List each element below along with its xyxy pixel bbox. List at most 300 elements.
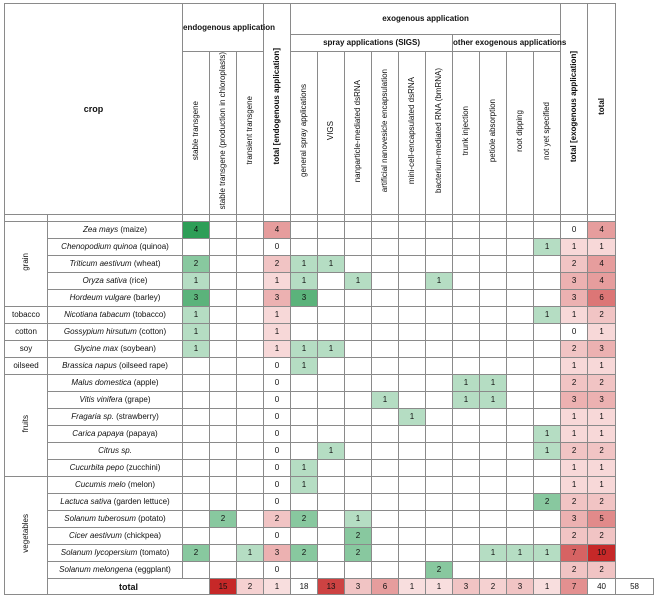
table-cell: 2 xyxy=(561,375,588,392)
table-cell xyxy=(210,256,237,273)
table-cell: 1 xyxy=(345,273,372,290)
table-cell: 1 xyxy=(534,443,561,460)
endogenous-header: endogenous application xyxy=(183,4,264,52)
table-cell xyxy=(291,324,318,341)
table-cell: 2 xyxy=(345,528,372,545)
table-cell xyxy=(453,341,480,358)
table-cell xyxy=(453,358,480,375)
crop-name xyxy=(48,528,183,545)
table-row xyxy=(5,511,654,528)
table-cell: 0 xyxy=(264,562,291,579)
table-cell xyxy=(237,528,264,545)
total-cell: 3 xyxy=(345,579,372,595)
table-cell xyxy=(426,409,453,426)
table-cell: 1 xyxy=(264,273,291,290)
crop-common-name: (tobacco) xyxy=(132,310,166,320)
table-cell xyxy=(480,307,507,324)
table-cell: 1 xyxy=(588,477,616,494)
table-cell xyxy=(345,562,372,579)
col-header-chloroplast-transgene: stable transgene (production in chloroplasts) xyxy=(210,52,237,215)
table-cell xyxy=(291,239,318,256)
table-cell xyxy=(372,324,399,341)
crop-common-name: (papaya) xyxy=(126,429,158,439)
table-cell: 3 xyxy=(561,290,588,307)
crop-name xyxy=(48,409,183,426)
table-cell xyxy=(480,460,507,477)
table-cell xyxy=(372,426,399,443)
table-cell xyxy=(183,409,210,426)
table-cell xyxy=(399,460,426,477)
table-cell: 1 xyxy=(561,460,588,477)
table-cell xyxy=(480,341,507,358)
table-cell: 10 xyxy=(588,545,616,562)
table-cell xyxy=(426,256,453,273)
table-cell: 5 xyxy=(588,511,616,528)
table-cell xyxy=(534,511,561,528)
table-row xyxy=(5,477,654,494)
table-cell xyxy=(453,562,480,579)
table-cell xyxy=(453,239,480,256)
table-cell xyxy=(345,460,372,477)
table-cell: 0 xyxy=(264,477,291,494)
col-header-vigs: VIGS xyxy=(318,52,345,215)
crop-name xyxy=(48,358,183,375)
table-cell xyxy=(237,273,264,290)
crop-scientific-name: Chenopodium quinoa xyxy=(61,242,138,252)
table-cell xyxy=(453,443,480,460)
table-cell xyxy=(372,358,399,375)
table-cell xyxy=(507,528,534,545)
table-cell: 1 xyxy=(561,426,588,443)
table-cell: 2 xyxy=(588,528,616,545)
table-cell: 1 xyxy=(561,239,588,256)
table-cell xyxy=(507,324,534,341)
table-cell xyxy=(237,392,264,409)
crop-scientific-name: Carica papaya xyxy=(72,429,124,439)
table-cell: 1 xyxy=(318,256,345,273)
table-cell xyxy=(237,256,264,273)
table-cell xyxy=(399,324,426,341)
table-cell xyxy=(318,477,345,494)
crop-name xyxy=(48,426,183,443)
table-cell: 1 xyxy=(183,273,210,290)
crop-common-name: (eggplant) xyxy=(134,565,171,575)
table-cell xyxy=(318,273,345,290)
table-cell xyxy=(534,392,561,409)
table-cell xyxy=(426,494,453,511)
table-cell xyxy=(453,324,480,341)
table-cell xyxy=(183,375,210,392)
table-cell xyxy=(399,222,426,239)
table-cell: 1 xyxy=(480,545,507,562)
table-cell: 2 xyxy=(561,562,588,579)
crop-name xyxy=(48,545,183,562)
table-cell xyxy=(426,443,453,460)
table-cell xyxy=(210,443,237,460)
table-cell: 2 xyxy=(291,511,318,528)
table-cell: 2 xyxy=(345,545,372,562)
table-cell xyxy=(210,426,237,443)
col-header-total-endogenous: total [endogenous application] xyxy=(264,4,291,215)
table-cell xyxy=(399,273,426,290)
table-cell xyxy=(507,375,534,392)
category-label: tobacco xyxy=(5,307,48,324)
crop-name xyxy=(48,307,183,324)
total-cell: 15 xyxy=(210,579,237,595)
col-header-minicell-dsrna: mini-cell-encapsulated dsRNA xyxy=(399,52,426,215)
table-cell xyxy=(237,290,264,307)
table-cell xyxy=(291,494,318,511)
table-cell: 1 xyxy=(588,239,616,256)
table-cell: 3 xyxy=(264,290,291,307)
table-cell xyxy=(210,477,237,494)
table-row xyxy=(5,375,654,392)
table-cell xyxy=(291,426,318,443)
table-cell: 2 xyxy=(426,562,453,579)
table-row xyxy=(5,443,654,460)
table-cell xyxy=(345,290,372,307)
table-cell xyxy=(372,562,399,579)
table-cell xyxy=(237,426,264,443)
total-cell: 6 xyxy=(372,579,399,595)
table-cell xyxy=(210,307,237,324)
category-label: grain xyxy=(5,222,48,307)
table-cell xyxy=(345,307,372,324)
table-cell xyxy=(534,256,561,273)
total-cell: 40 xyxy=(588,579,616,595)
table-cell xyxy=(480,562,507,579)
table-cell xyxy=(534,477,561,494)
table-cell xyxy=(318,426,345,443)
table-cell: 0 xyxy=(264,392,291,409)
table-cell xyxy=(453,273,480,290)
table-cell xyxy=(480,358,507,375)
table-cell: 1 xyxy=(426,273,453,290)
table-cell xyxy=(318,392,345,409)
table-cell xyxy=(453,511,480,528)
table-row xyxy=(5,239,654,256)
table-cell xyxy=(426,239,453,256)
table-cell xyxy=(372,341,399,358)
table-cell xyxy=(237,409,264,426)
table-cell xyxy=(183,460,210,477)
table-cell: 1 xyxy=(264,341,291,358)
table-cell xyxy=(372,222,399,239)
table-cell xyxy=(507,392,534,409)
table-cell: 2 xyxy=(534,494,561,511)
table-cell: 1 xyxy=(561,358,588,375)
table-cell xyxy=(183,528,210,545)
table-cell: 2 xyxy=(561,443,588,460)
table-cell xyxy=(480,256,507,273)
table-cell xyxy=(453,528,480,545)
table-cell xyxy=(345,426,372,443)
table-cell xyxy=(183,239,210,256)
table-cell: 2 xyxy=(183,545,210,562)
table-cell: 4 xyxy=(588,256,616,273)
table-cell xyxy=(345,392,372,409)
total-cell: 58 xyxy=(616,579,654,595)
category-label: soy xyxy=(5,341,48,358)
col-header-total: total xyxy=(588,4,616,215)
table-cell: 0 xyxy=(264,443,291,460)
table-cell: 3 xyxy=(561,511,588,528)
crop-scientific-name: Brassica napus xyxy=(62,361,117,371)
total-cell: 18 xyxy=(291,579,318,595)
crop-common-name: (maize) xyxy=(120,225,148,235)
crop-name xyxy=(48,562,183,579)
table-cell xyxy=(507,239,534,256)
table-cell: 1 xyxy=(534,545,561,562)
table-cell: 1 xyxy=(507,545,534,562)
table-cell xyxy=(237,477,264,494)
category-label: cotton xyxy=(5,324,48,341)
table-cell xyxy=(318,324,345,341)
table-cell: 1 xyxy=(372,392,399,409)
table-cell: 1 xyxy=(291,460,318,477)
table-cell xyxy=(534,562,561,579)
table-cell xyxy=(534,375,561,392)
exogenous-header: exogenous application xyxy=(291,4,561,35)
category-label: oilseed xyxy=(5,358,48,375)
table-cell xyxy=(237,222,264,239)
crop-name xyxy=(48,443,183,460)
table-cell: 3 xyxy=(588,392,616,409)
crop-name xyxy=(48,511,183,528)
table-cell: 1 xyxy=(453,375,480,392)
table-cell: 1 xyxy=(264,307,291,324)
table-cell xyxy=(210,290,237,307)
table-cell xyxy=(372,494,399,511)
table-row xyxy=(5,528,654,545)
table-cell xyxy=(318,494,345,511)
crop-common-name: (oilseed rape) xyxy=(119,361,168,371)
table-cell xyxy=(183,562,210,579)
table-cell xyxy=(426,460,453,477)
col-header-general-spray: general spray applications xyxy=(291,52,318,215)
table-cell xyxy=(453,426,480,443)
table-cell xyxy=(345,222,372,239)
crop-scientific-name: Solanum tuberosum xyxy=(64,514,136,524)
table-cell xyxy=(291,307,318,324)
col-header-nanoparticle-dsrna: nanparticle-mediated dsRNA xyxy=(345,52,372,215)
table-cell: 1 xyxy=(588,426,616,443)
table-cell xyxy=(318,545,345,562)
table-row xyxy=(5,562,654,579)
table-row xyxy=(5,324,654,341)
table-cell xyxy=(480,290,507,307)
table-cell xyxy=(210,239,237,256)
crop-common-name: (wheat) xyxy=(133,259,161,269)
table-cell xyxy=(507,409,534,426)
table-cell xyxy=(453,222,480,239)
col-header-nanovesicle: artificial nanovesicle encapsulation xyxy=(372,52,399,215)
table-cell: 1 xyxy=(291,273,318,290)
table-cell: 3 xyxy=(588,341,616,358)
table-cell xyxy=(210,460,237,477)
table-cell: 1 xyxy=(534,239,561,256)
table-cell xyxy=(507,426,534,443)
table-cell xyxy=(507,341,534,358)
table-cell xyxy=(453,307,480,324)
table-cell: 1 xyxy=(588,324,616,341)
table-cell xyxy=(534,460,561,477)
table-cell xyxy=(399,375,426,392)
crop-name xyxy=(48,494,183,511)
table-cell: 2 xyxy=(291,545,318,562)
table-cell xyxy=(534,222,561,239)
crop-name xyxy=(48,341,183,358)
table-cell xyxy=(399,562,426,579)
crop-scientific-name: Solanum melongena xyxy=(59,565,133,575)
table-cell xyxy=(183,392,210,409)
table-cell xyxy=(534,358,561,375)
table-cell xyxy=(399,290,426,307)
table-cell xyxy=(210,409,237,426)
table-cell xyxy=(453,256,480,273)
table-cell: 2 xyxy=(588,307,616,324)
col-header-root-dipping: root dipping xyxy=(507,52,534,215)
crop-scientific-name: Malus domestica xyxy=(71,378,132,388)
crop-common-name: (chickpea) xyxy=(124,531,162,541)
table-cell xyxy=(318,528,345,545)
table-cell: 6 xyxy=(588,290,616,307)
table-cell xyxy=(426,290,453,307)
table-cell xyxy=(480,511,507,528)
table-cell xyxy=(534,409,561,426)
table-cell xyxy=(534,324,561,341)
table-cell xyxy=(453,290,480,307)
col-header-transient-transgene: transient transgene xyxy=(237,52,264,215)
table-cell: 1 xyxy=(588,358,616,375)
table-cell: 2 xyxy=(588,443,616,460)
table-cell xyxy=(399,477,426,494)
table-cell xyxy=(210,358,237,375)
table-cell xyxy=(426,341,453,358)
table-cell xyxy=(372,511,399,528)
table-cell xyxy=(372,528,399,545)
crop-scientific-name: Cucumis melo xyxy=(74,480,126,490)
table-cell: 1 xyxy=(264,324,291,341)
table-cell xyxy=(480,239,507,256)
table-cell: 0 xyxy=(264,528,291,545)
table-cell: 2 xyxy=(561,341,588,358)
table-cell: 3 xyxy=(291,290,318,307)
total-cell: 3 xyxy=(453,579,480,595)
table-cell: 2 xyxy=(588,375,616,392)
table-cell xyxy=(399,443,426,460)
crop-scientific-name: Oryza sativa xyxy=(82,276,128,286)
total-cell: 1 xyxy=(426,579,453,595)
table-cell xyxy=(426,477,453,494)
crop-scientific-name: Solanum lycopersium xyxy=(60,548,138,558)
table-cell: 2 xyxy=(588,494,616,511)
crop-name xyxy=(48,460,183,477)
table-cell xyxy=(237,324,264,341)
table-cell xyxy=(399,511,426,528)
table-cell xyxy=(426,222,453,239)
table-cell xyxy=(480,477,507,494)
crop-name xyxy=(48,222,183,239)
table-cell xyxy=(291,222,318,239)
crop-scientific-name: Citrus sp. xyxy=(98,446,132,456)
table-cell xyxy=(507,307,534,324)
crop-common-name: (grape) xyxy=(124,395,151,405)
table-cell xyxy=(345,324,372,341)
table-cell: 0 xyxy=(264,358,291,375)
total-cell: 1 xyxy=(264,579,291,595)
crop-scientific-name: Cucurbita pepo xyxy=(69,463,124,473)
table-row xyxy=(5,392,654,409)
crop-common-name: (cotton) xyxy=(139,327,167,337)
table-cell xyxy=(210,341,237,358)
total-cell: 1 xyxy=(534,579,561,595)
table-cell xyxy=(291,528,318,545)
col-header-not-specified: not yet specified xyxy=(534,52,561,215)
table-row xyxy=(5,460,654,477)
total-cell: 3 xyxy=(507,579,534,595)
table-cell: 1 xyxy=(183,307,210,324)
crop-name xyxy=(48,324,183,341)
crop-scientific-name: Vitis vinifera xyxy=(79,395,123,405)
table-cell: 2 xyxy=(264,511,291,528)
crop-scientific-name: Glycine max xyxy=(74,344,119,354)
table-cell xyxy=(399,392,426,409)
table-cell xyxy=(291,375,318,392)
table-cell: 0 xyxy=(561,324,588,341)
table-cell: 1 xyxy=(399,409,426,426)
table-cell: 3 xyxy=(561,273,588,290)
table-cell xyxy=(183,426,210,443)
table-cell: 0 xyxy=(264,239,291,256)
crop-name xyxy=(48,477,183,494)
table-cell xyxy=(399,528,426,545)
table-cell xyxy=(399,256,426,273)
col-header-stable-transgene: stable transgene xyxy=(183,52,210,215)
table-cell: 0 xyxy=(264,494,291,511)
table-cell xyxy=(399,426,426,443)
table-row xyxy=(5,426,654,443)
table-cell xyxy=(210,494,237,511)
table-row xyxy=(5,545,654,562)
table-cell xyxy=(318,358,345,375)
table-cell xyxy=(534,341,561,358)
table-cell xyxy=(237,307,264,324)
table-cell xyxy=(426,545,453,562)
table-cell xyxy=(183,494,210,511)
table-cell xyxy=(345,239,372,256)
table-cell xyxy=(345,256,372,273)
table-cell: 1 xyxy=(534,426,561,443)
table-cell: 1 xyxy=(291,256,318,273)
table-cell xyxy=(480,528,507,545)
table-cell xyxy=(210,324,237,341)
table-cell xyxy=(372,545,399,562)
table-cell xyxy=(210,562,237,579)
table-row xyxy=(5,341,654,358)
table-cell xyxy=(480,222,507,239)
table-cell xyxy=(237,460,264,477)
spray-header: spray applications (SIGS) xyxy=(291,35,453,52)
crop-name xyxy=(48,392,183,409)
table-cell xyxy=(372,256,399,273)
table-cell xyxy=(291,562,318,579)
table-cell: 1 xyxy=(183,341,210,358)
table-cell xyxy=(480,494,507,511)
crop-scientific-name: Cicer aestivum xyxy=(68,531,122,541)
table-cell xyxy=(345,443,372,460)
table-cell xyxy=(183,477,210,494)
